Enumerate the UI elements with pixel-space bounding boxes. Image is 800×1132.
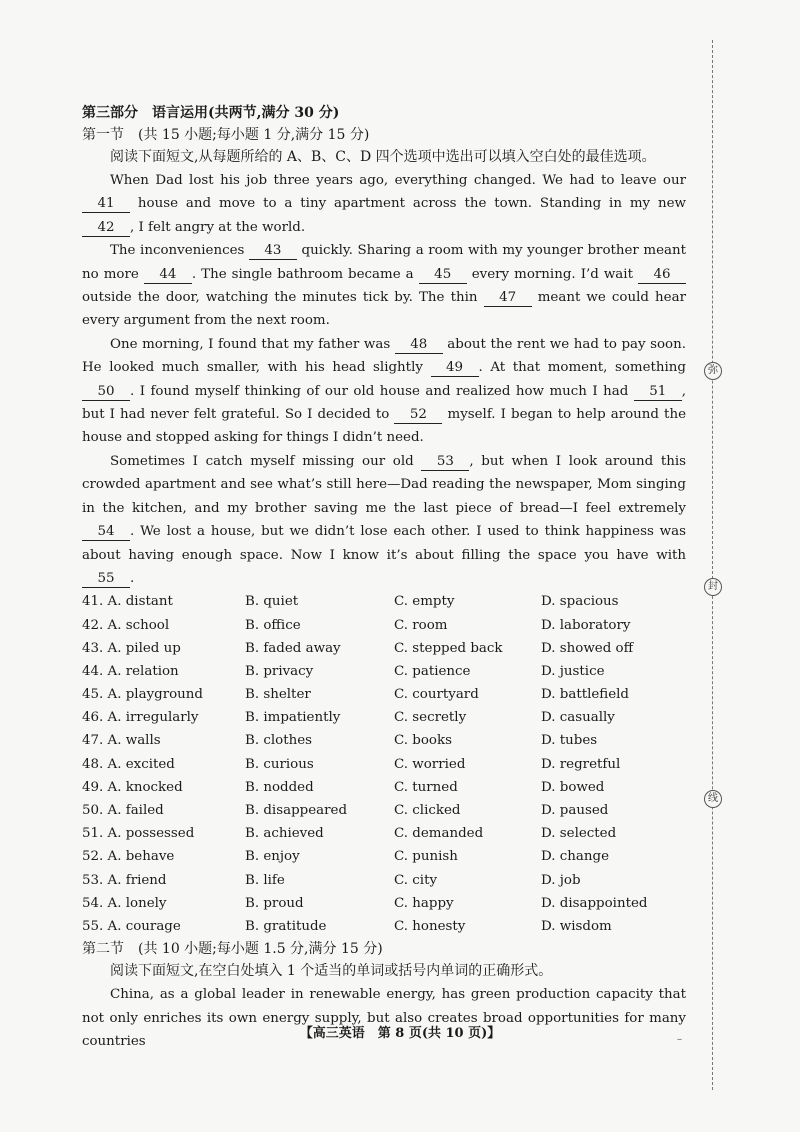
- option-row: [82, 637, 686, 660]
- option-a: 54. A. lonely: [82, 895, 167, 911]
- option-c: C. stepped back: [394, 640, 503, 656]
- paragraph-2: [82, 239, 686, 333]
- option-c: C. honesty: [394, 918, 466, 934]
- option-b: B. quiet: [245, 594, 299, 610]
- text-run: . I found myself thinking of our old house and realized how much I had: [130, 383, 634, 399]
- option-row: [82, 892, 686, 915]
- option-b: B. shelter: [245, 687, 311, 703]
- part1-instruction: 阅读下面短文,从每题所给的 A、B、C、D 四个选项中选出可以填入空白处的最佳选项。: [110, 149, 656, 165]
- option-row: [82, 822, 686, 845]
- text-run: One morning, I found that my father was: [110, 336, 395, 352]
- text-run: , but I had never felt grateful. So I decided to: [82, 383, 686, 423]
- option-d: D. disappointed: [541, 895, 648, 911]
- binding-dashed-line: [712, 40, 713, 1090]
- option-row: [82, 614, 686, 637]
- option-a: 47. A. walls: [82, 733, 161, 749]
- option-a: 50. A. failed: [82, 803, 164, 818]
- option-a: 53. A. friend: [82, 872, 167, 888]
- option-c: C. turned: [394, 779, 458, 795]
- option-row: [82, 845, 686, 868]
- binding-mark-feng: 封: [704, 578, 722, 596]
- answer-options: [82, 590, 686, 938]
- text-run: Sometimes I catch myself missing our old: [110, 453, 422, 469]
- paragraph-4: [82, 450, 686, 590]
- option-a: 48. A. excited: [82, 756, 175, 772]
- option-c: C. room: [394, 617, 448, 633]
- option-row: [82, 776, 686, 799]
- option-a: 55. A. courage: [82, 918, 181, 934]
- option-a: 51. A. possessed: [82, 826, 195, 842]
- option-d: D. spacious: [541, 594, 619, 610]
- blank-45: 45: [419, 267, 467, 284]
- option-d: D. laboratory: [541, 617, 631, 633]
- blank-48: 48: [395, 337, 443, 354]
- option-a: 42. A. school: [82, 617, 170, 633]
- exam-page: [82, 102, 686, 1053]
- option-d: D. justice: [541, 663, 605, 679]
- option-row: [82, 915, 686, 938]
- option-c: C. punish: [394, 849, 458, 865]
- option-b: B. curious: [245, 756, 314, 772]
- option-b: B. office: [245, 617, 301, 633]
- option-c: C. demanded: [394, 826, 484, 842]
- part2-paragraph: China, as a global leader in renewable energy, has green production capacity that not only enriches its own energy supply, but also creates broad opportunities for many countries: [82, 987, 686, 1049]
- option-b: B. life: [245, 872, 285, 888]
- text-run: meant we could hear every argument from the next room.: [82, 290, 686, 329]
- option-row: [82, 869, 686, 892]
- blank-42: 42: [82, 220, 130, 237]
- blank-51: 51: [634, 384, 682, 401]
- text-run: The inconveniences: [110, 243, 249, 259]
- binding-mark-xian: 线: [704, 790, 722, 808]
- cloze-passage: [82, 169, 686, 590]
- option-b: B. impatiently: [245, 710, 341, 726]
- part1-title: 第一节 (共 15 小题;每小题 1 分,满分 15 分): [82, 127, 370, 143]
- option-a: 46. A. irregularly: [82, 710, 199, 726]
- option-row: [82, 799, 686, 822]
- option-d: D. paused: [541, 803, 609, 818]
- option-a: 41. A. distant: [82, 594, 173, 610]
- option-b: B. enjoy: [245, 849, 300, 865]
- option-row: [82, 590, 686, 613]
- option-row: [82, 683, 686, 706]
- option-b: B. gratitude: [245, 918, 327, 934]
- text-run: . The single bathroom became a: [191, 266, 419, 282]
- section-title: 第三部分 语言运用(共两节,满分 30 分): [82, 105, 340, 121]
- blank-46: 46: [638, 267, 686, 284]
- blank-44: 44: [144, 267, 192, 284]
- option-row: [82, 660, 686, 683]
- option-row: [82, 729, 686, 752]
- text-run: , but when I look around this crowded apartment and see what’s still here—Dad reading the newspaper, Mom singing in the kitchen, and my brother saving me the last piece of bread—I feel extremely: [82, 453, 686, 516]
- blank-54: 54: [82, 524, 130, 541]
- option-row: [82, 706, 686, 729]
- option-b: B. disappeared: [245, 803, 348, 818]
- text-run: house and move to a tiny apartment across the town. Standing in my new: [130, 196, 686, 212]
- option-a: 49. A. knocked: [82, 779, 183, 795]
- option-d: D. battlefield: [541, 687, 630, 703]
- option-a: 52. A. behave: [82, 849, 175, 865]
- option-c: C. happy: [394, 895, 454, 911]
- option-c: C. empty: [394, 594, 455, 610]
- option-d: D. tubes: [541, 733, 598, 749]
- option-a: 43. A. piled up: [82, 640, 181, 656]
- page-footer: 【高三英语 第 8 页(共 10 页)】: [299, 1026, 501, 1041]
- part2-instruction: 阅读下面短文,在空白处填入 1 个适当的单词或括号内单词的正确形式。: [110, 963, 553, 980]
- blank-55: 55: [82, 571, 130, 588]
- option-d: D. regretful: [541, 756, 621, 772]
- text-run: , I felt angry at the world.: [130, 219, 306, 235]
- blank-41: 41: [82, 196, 130, 213]
- text-run: . We lost a house, but we didn’t lose each other. I used to think happiness was about having enough space. Now I know it’s about filling the space you have with: [82, 524, 686, 563]
- blank-53: 53: [421, 454, 469, 471]
- text-run: quickly. Sharing a room with my younger brother meant no more: [82, 243, 687, 282]
- option-d: D. job: [541, 872, 581, 888]
- blank-49: 49: [431, 360, 479, 377]
- part2-title: 第二节 (共 10 小题;每小题 1.5 分,满分 15 分): [82, 941, 383, 958]
- text-run: . At that moment, something: [478, 360, 686, 376]
- text-run: myself. I began to help around the house and stopped asking for things I didn’t need.: [82, 407, 686, 446]
- binding-mark-mi: 弥: [704, 362, 722, 380]
- paragraph-3: [82, 333, 686, 450]
- option-d: D. change: [541, 849, 609, 865]
- text-run: outside the door, watching the minutes tick by. The thin: [82, 290, 484, 306]
- option-c: C. clicked: [394, 803, 461, 818]
- text-run: .: [130, 570, 135, 586]
- option-b: B. faded away: [245, 640, 341, 656]
- option-d: D. casually: [541, 710, 615, 726]
- option-c: C. secretly: [394, 710, 467, 726]
- text-run: When Dad lost his job three years ago, everything changed. We had to leave our: [110, 173, 686, 188]
- text-run: about the rent we had to pay soon. He looked much smaller, with his head slightly: [82, 336, 686, 376]
- option-d: D. wisdom: [541, 918, 612, 934]
- option-row: [82, 753, 686, 776]
- option-a: 45. A. playground: [82, 687, 203, 703]
- option-d: D. showed off: [541, 640, 634, 656]
- option-b: B. nodded: [245, 779, 314, 795]
- option-d: D. bowed: [541, 779, 605, 795]
- option-b: B. privacy: [245, 663, 314, 679]
- option-c: C. books: [394, 733, 452, 749]
- blank-52: 52: [394, 407, 442, 424]
- option-b: B. clothes: [245, 733, 312, 749]
- option-a: 44. A. relation: [82, 663, 179, 679]
- paragraph-1: [82, 169, 686, 239]
- option-c: C. patience: [394, 663, 471, 679]
- blank-43: 43: [249, 243, 297, 260]
- blank-50: 50: [82, 384, 130, 401]
- option-c: C. courtyard: [394, 687, 479, 703]
- option-b: B. achieved: [245, 826, 324, 842]
- option-d: D. selected: [541, 826, 617, 842]
- option-b: B. proud: [245, 895, 304, 911]
- option-c: C. city: [394, 872, 438, 888]
- footer-dash: –: [677, 1034, 682, 1045]
- blank-47: 47: [484, 290, 532, 307]
- text-run: every morning. I’d wait: [466, 266, 638, 282]
- option-c: C. worried: [394, 756, 466, 772]
